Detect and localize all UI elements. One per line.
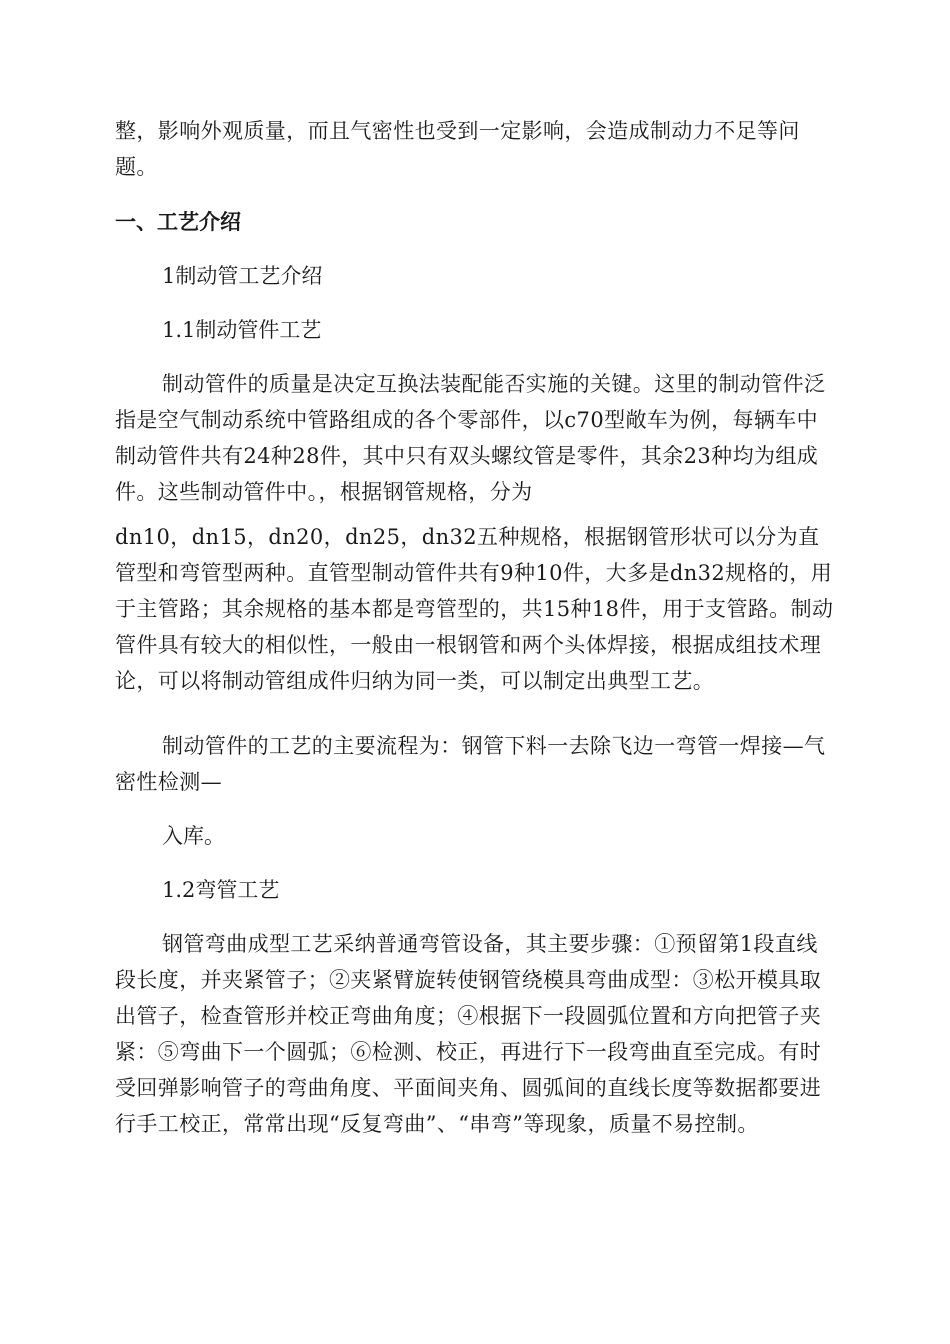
paragraph-bending: 钢管弯曲成型工艺采纳普通弯管设备，其主要步骤：①预留第1段直线段长度，并夹紧管子；②夹紧臂旋转使钢管绕模具弯曲成型：③松开模具取出管子，检查管形并校正弯曲角度；④根据下一段圆弧位置和方向把管子夹紧：⑤弯曲下一个圆弧；⑥检测、校正，再进行下一段弯曲直至完成。有时受回弹影响管子的弯曲角度、平面间夹角、圆弧间的直线长度等数据都要进行手工校正，常常出现“反复弯曲”、“串弯”等现象，质量不易控制。	[115, 932, 822, 1136]
subsection-heading-1-1-1: 1.1制动管件工艺	[162, 318, 322, 342]
paragraph-quality: 制动管件的质量是决定互换法装配能否实施的关键。这里的制动管件泛指是空气制动系统中管路组成的各个零部件，以c70型敞车为例，每辆车中制动管件共有24种28件，其中只有双头螺纹管是零件，其余23种均为组成件。这些制动管件中。，根据钢管规格，分为	[115, 372, 826, 504]
paragraph-flow-end: 入库。	[162, 824, 225, 848]
paragraph-intro: 整，影响外观质量，而且气密性也受到一定影响，会造成制动力不足等问题。	[115, 119, 800, 179]
subsection-heading-1-1: 1制动管工艺介绍	[162, 264, 323, 288]
subsection-heading-1-2: 1.2弯管工艺	[162, 878, 280, 902]
paragraph-flow: 制动管件的工艺的主要流程为：钢管下料一去除飞边一弯管一焊接—气密性检测—	[115, 734, 826, 794]
paragraph-quality-continued: dn10，dn15，dn20，dn25，dn32五种规格，根据钢管形状可以分为直管型和弯管型两种。直管型制动管件共有9种10件，大多是dn32规格的，用于主管路；其余规格的基本都是弯管型的，共15种18件，用于支管路。制动管件具有较大的相似性，一般由一根钢管和两个头体焊接，根据成组技术理论，可以将制动管组成件归纳为同一类，可以制定出典型工艺。	[115, 525, 834, 693]
section-heading-1: 一、工艺介绍	[115, 210, 241, 234]
